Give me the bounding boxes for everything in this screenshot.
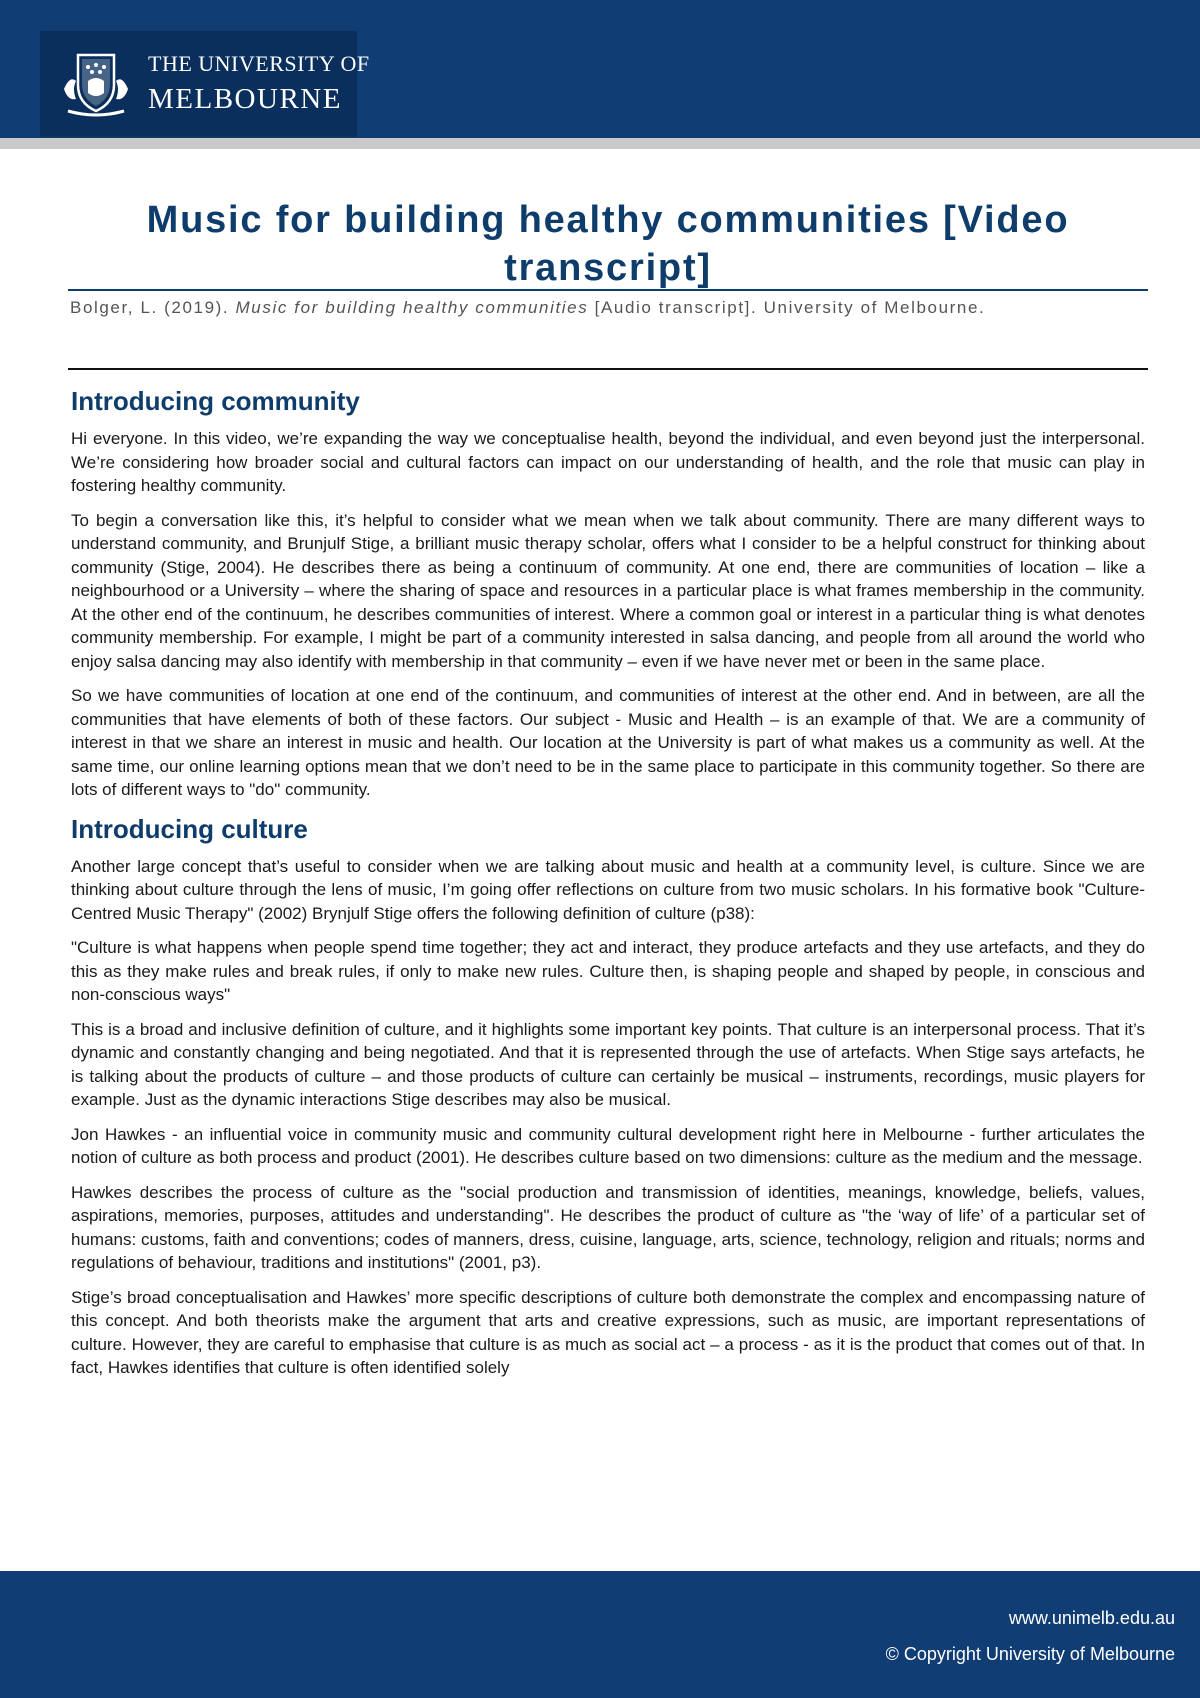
transcript-body: [71, 385, 1145, 1391]
footer-band: [0, 1571, 1200, 1698]
section-heading-community: Introducing community: [71, 386, 360, 416]
logo-text-line1: THE UNIVERSITY OF: [148, 51, 370, 76]
section-divider: [68, 368, 1148, 370]
paragraph: Hawkes describes the process of culture as the "social production and transmission of identities, meanings, knowledge, beliefs, values, aspirations, memories, purposes, attitudes and understanding". He describes the product of culture as "the ‘way of life’ of a particular set of humans: customs, faith and conventions; codes of manners, dress, cuisine, language, arts, science, technology, religion and rituals; norms and regulations of behaviour, traditions and institutions" (2001, p3).: [71, 1182, 1145, 1272]
university-crest-icon: [58, 45, 134, 121]
page-title: Music for building healthy communities [Video transcript]: [146, 199, 1070, 289]
paragraph: So we have communities of location at one end of the continuum, and communities of interest at the other end. And in between, are all the communities that have elements of both of these factors. Our subject - Music and Health – is an example of that. We are a community of interest in that we share an interest in music and health. Our location at the University is part of what makes us a community as well. At the same time, our online learning options mean that we don’t need to be in the same place to participate in this community together. So there are lots of different ways to "do" community.: [71, 686, 1145, 799]
citation-author: Bolger, L. (2019).: [70, 298, 236, 317]
citation: [70, 298, 1148, 318]
paragraph: Another large concept that’s useful to consider when we are talking about music and health at a community level, is culture. Since we are thinking about culture through the lens of music, I’m going offer reflections on culture from two music scholars. In his formative book "Culture-Centred Music Therapy" (2002) Brynjulf Stige offers the following definition of culture (p38):: [71, 856, 1145, 923]
paragraph: Jon Hawkes - an influential voice in community music and community cultural development right here in Melbourne - further articulates the notion of culture as both process and product (2001). He describes culture based on two dimensions: culture as the medium and the message.: [71, 1124, 1145, 1167]
paragraph: To begin a conversation like this, it’s helpful to consider what we mean when we talk about community. There are many different ways to understand community, and Brunjulf Stige, a brilliant music therapy scholar, offers what I consider to be a helpful construct for thinking about community (Stige, 2004). He describes there as being a continuum of community. At one end, there are communities of location – like a neighbourhood or a University – where the sharing of space and resources in a particular place is what frames membership in the community. At the other end of the continuum, he describes communities of interest. Where a common goal or interest in a particular thing is what denotes community membership. For example, I might be part of a community interested in salsa dancing, and people from all around the world who enjoy salsa dancing may also identify with membership in that community – even if we have never met or been in the same place.: [71, 510, 1145, 671]
citation-details: [Audio transcript]. University of Melbourne.: [588, 298, 986, 317]
paragraph: This is a broad and inclusive definition of culture, and it highlights some important key points. That culture is an interpersonal process. That it’s dynamic and constantly changing and being negotiated. And that it is represented through the use of artefacts. When Stige says artefacts, he is talking about the products of culture – and those products of culture can certainly be musical – instruments, recordings, music players for example. Just as the dynamic interactions Stige describes may also be musical.: [71, 1019, 1145, 1109]
paragraph: Stige’s broad conceptualisation and Hawkes’ more specific descriptions of culture both demonstrate the complex and encompassing nature of this concept. And both theorists make the argument that arts and creative expressions, such as music, are important representations of culture. However, they are careful to emphasise that culture is as much as social act – a process - as it is the product that comes out of that. In fact, Hawkes identifies that culture is often identified solely: [71, 1287, 1145, 1377]
logo-text-line2: MELBOURNE: [148, 83, 342, 115]
section-heading-culture: Introducing culture: [71, 813, 308, 844]
paragraph: Hi everyone. In this video, we’re expanding the way we conceptualise health, beyond the individual, and even beyond just the interpersonal. We’re considering how broader social and cultural factors can impact on our understanding of health, and the role that music can play in fostering healthy community.: [71, 429, 1145, 495]
citation-work-title: Music for building healthy communities: [235, 298, 589, 317]
quote-paragraph: "Culture is what happens when people spend time together; they act and interact, they produce artefacts and they use artefacts, and they do this as they make rules and break rules, if only to make new rules. Culture then, is shaping people and shaped by people, in conscious and non-conscious ways": [71, 938, 1145, 1004]
footer-copyright: © Copyright University of Melbourne: [885, 1644, 1175, 1664]
title-underline: [68, 289, 1148, 291]
footer-url-link[interactable]: www.unimelb.edu.au: [1008, 1608, 1175, 1628]
header-divider: [0, 138, 1200, 149]
university-logo[interactable]: [40, 31, 370, 137]
